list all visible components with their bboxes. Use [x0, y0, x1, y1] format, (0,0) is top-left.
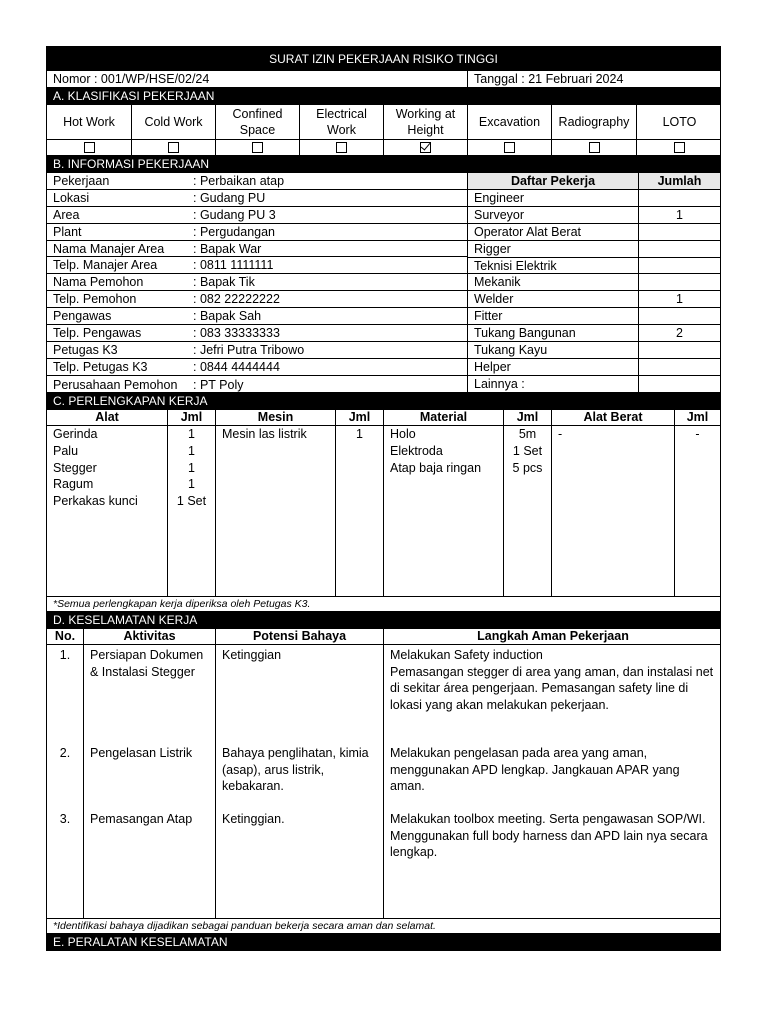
equipment-column — [335, 426, 383, 596]
safety-column — [83, 645, 215, 918]
worker-row — [468, 207, 720, 224]
info-value: : PT Poly — [193, 377, 244, 392]
worker-row — [468, 258, 720, 275]
info-row — [47, 207, 467, 224]
activity-text: Pemasangan Atap — [90, 812, 193, 826]
permit-document — [46, 46, 721, 951]
step-number: 3. — [59, 812, 71, 826]
info-label: Telp. Manajer Area — [53, 258, 158, 273]
workers-header: Daftar Pekerja — [510, 174, 596, 188]
work-type-label: Hot Work — [63, 115, 115, 129]
worker-list — [467, 173, 720, 392]
info-label: Pengawas — [53, 309, 112, 324]
info-label: Lokasi — [53, 190, 90, 205]
job-info-list — [47, 173, 467, 392]
worker-role: Engineer — [474, 191, 525, 205]
equipment-column — [47, 426, 167, 596]
tool-name: Gerinda — [53, 427, 98, 441]
section-c-header: C. PERLENGKAPAN KERJA — [46, 393, 721, 410]
material-qty: 1 Set — [512, 443, 543, 458]
equipment-column-header: Jml — [503, 410, 551, 425]
hazard-text: Ketinggian — [222, 648, 282, 662]
info-row — [47, 224, 467, 241]
work-type-label: Working at Height — [383, 105, 467, 139]
safety-column-header: Langkah Aman Pekerjaan — [383, 629, 722, 644]
tool-qty: 1 Set — [176, 494, 207, 509]
worker-row — [468, 291, 720, 308]
worker-count — [638, 274, 720, 290]
worker-role: Mekanik — [474, 275, 521, 290]
material-name: Elektroda — [390, 443, 443, 458]
equipment-note: *Semua perlengkapan kerja diperiksa oleh Petugas K3. — [46, 597, 721, 612]
tool-qty: 1 — [188, 427, 195, 441]
section-d-header: D. KESELAMATAN KERJA — [46, 612, 721, 629]
info-value: : 082 22222222 — [193, 292, 280, 307]
worker-role: Welder — [474, 292, 514, 307]
safety-column-header: Aktivitas — [83, 629, 215, 644]
worker-row — [468, 241, 720, 258]
tool-name: Ragum — [53, 477, 94, 492]
checkbox-icon[interactable] — [674, 142, 685, 153]
tool-name: Perkakas kunci — [53, 494, 138, 509]
section-b-header: B. INFORMASI PEKERJAAN — [46, 156, 721, 173]
info-row — [47, 190, 467, 207]
info-row — [47, 325, 467, 342]
safety-column-header: No. — [54, 629, 76, 643]
work-type-label: Cold Work — [131, 105, 215, 139]
equipment-column-header: Alat — [95, 410, 119, 424]
info-value: : 0811 1111111 — [193, 258, 274, 273]
document-title: SURAT IZIN PEKERJAAN RISIKO TINGGI — [46, 46, 721, 71]
info-row — [47, 274, 467, 291]
safety-note: *Identifikasi bahaya dijadikan sebagai panduan bekerja secara aman dan selamat. — [46, 919, 721, 934]
work-type-label: Electrical Work — [299, 105, 383, 139]
work-type-checkboxes — [46, 140, 721, 156]
checkbox-icon[interactable] — [504, 142, 515, 153]
equipment-column-header: Jml — [674, 410, 720, 425]
worker-role: Operator Alat Berat — [474, 224, 582, 239]
worker-row — [468, 359, 720, 376]
worker-count — [638, 258, 720, 274]
checkbox-icon[interactable] — [420, 142, 431, 153]
info-row — [47, 376, 467, 392]
info-value: : Gudang PU 3 — [193, 207, 276, 222]
equipment-column-header: Jml — [335, 410, 383, 425]
work-type-label: LOTO — [636, 105, 722, 139]
worker-role: Helper — [474, 359, 511, 374]
work-type-cell — [47, 140, 131, 155]
work-type-cell — [299, 140, 383, 155]
worker-row — [468, 224, 720, 241]
safety-column-header: Potensi Bahaya — [215, 629, 383, 644]
info-label: Nama Manajer Area — [53, 241, 165, 256]
permit-meta-row — [46, 71, 721, 88]
work-type-cell — [551, 140, 636, 155]
checkbox-icon[interactable] — [589, 142, 600, 153]
job-info-table — [46, 173, 721, 393]
equipment-column-header: Mesin — [215, 410, 335, 425]
safety-column — [215, 645, 383, 918]
permit-date: Tanggal : 21 Februari 2024 — [467, 71, 720, 87]
info-value: : Gudang PU — [193, 190, 266, 205]
worker-count — [638, 376, 720, 392]
safe-steps-text: Melakukan Safety induction Pemasangan stegger di area yang aman, dan instalasi net di sekitar área pengerjaan. Pemasangan safety line di lokasi yang akan melakukan pekerjaan. — [390, 648, 714, 712]
material-name: Atap baja ringan — [390, 460, 482, 475]
equipment-header-row — [46, 410, 721, 426]
worker-role: Lainnya : — [474, 376, 525, 391]
info-label: Telp. Petugas K3 — [53, 359, 148, 374]
worker-row — [468, 342, 720, 359]
activity-text: Pengelasan Listrik — [90, 746, 193, 760]
permit-number: Nomor : 001/WP/HSE/02/24 — [53, 72, 210, 86]
info-value: : Bapak Sah — [193, 309, 262, 324]
info-row — [47, 359, 467, 376]
work-type-cell — [636, 140, 722, 155]
work-type-label: Radiography — [551, 105, 636, 139]
heavy-equipment-qty: - — [695, 427, 700, 441]
hazard-text: Bahaya penglihatan, kimia (asap), arus listrik, kebakaran. — [222, 746, 369, 793]
tool-name: Palu — [53, 443, 79, 458]
worker-count: 2 — [638, 325, 720, 341]
safety-column — [383, 645, 722, 918]
worker-row — [468, 274, 720, 291]
info-label: Perusahaan Pemohon — [53, 377, 178, 392]
equipment-column — [551, 426, 674, 596]
worker-row — [468, 376, 720, 392]
checkbox-icon[interactable] — [168, 142, 179, 153]
worker-row — [468, 308, 720, 325]
checkbox-icon[interactable] — [84, 142, 95, 153]
worker-count: 1 — [638, 291, 720, 307]
worker-count — [638, 342, 720, 358]
work-type-label: Confined Space — [215, 105, 299, 139]
worker-role: Rigger — [474, 241, 511, 256]
work-type-cell — [383, 140, 467, 155]
tool-qty: 1 — [188, 460, 195, 475]
count-header: Jumlah — [638, 173, 720, 189]
work-type-labels — [46, 105, 721, 140]
work-type-cell — [131, 140, 215, 155]
info-value: : 083 33333333 — [193, 326, 280, 341]
info-value: : Bapak Tik — [193, 275, 255, 290]
step-number: 2. — [59, 746, 71, 760]
safety-header-row — [46, 629, 721, 645]
info-row — [47, 173, 467, 190]
worker-role: Tukang Bangunan — [474, 326, 576, 341]
equipment-column-header: Jml — [167, 410, 215, 425]
safe-steps-text: Melakukan pengelasan pada area yang aman, menggunakan APD lengkap. Jangkauan APAR yang aman. — [390, 746, 680, 793]
info-label: Pekerjaan — [53, 174, 110, 188]
worker-count — [638, 224, 720, 240]
worker-role: Fitter — [474, 309, 503, 324]
step-number: 1. — [59, 648, 71, 662]
work-type-cell — [467, 140, 551, 155]
info-value: : Bapak War — [193, 241, 262, 256]
material-name: Holo — [390, 427, 416, 441]
info-label: Plant — [53, 224, 82, 239]
heavy-equipment-name: - — [558, 427, 563, 441]
worker-row — [468, 325, 720, 342]
info-row — [47, 291, 467, 308]
equipment-table-body — [46, 426, 721, 597]
equipment-column-header: Alat Berat — [551, 410, 674, 425]
section-e-header: E. PERALATAN KESELAMATAN — [46, 934, 721, 951]
activity-text: Persiapan Dokumen & Instalasi Stegger — [90, 648, 204, 679]
info-value: : Pergudangan — [193, 224, 276, 239]
worker-count — [638, 190, 720, 206]
equipment-column — [383, 426, 503, 596]
worker-role: Surveyor — [474, 207, 525, 222]
tool-name: Stegger — [53, 460, 97, 475]
machine-qty: 1 — [356, 427, 363, 441]
material-qty: 5 pcs — [512, 460, 543, 475]
info-value: : Perbaikan atap — [193, 174, 285, 188]
section-a-header: A. KLASIFIKASI PEKERJAAN — [46, 88, 721, 105]
worker-role: Tukang Kayu — [474, 343, 548, 358]
safety-column — [47, 645, 83, 918]
info-label: Area — [53, 207, 80, 222]
info-row — [47, 257, 467, 274]
tool-qty: 1 — [188, 477, 195, 492]
info-label: Nama Pemohon — [53, 275, 144, 290]
hazard-text: Ketinggian. — [222, 812, 285, 826]
info-value: : Jefri Putra Tribowo — [193, 342, 305, 357]
worker-count: 1 — [638, 207, 720, 223]
safety-table-body — [46, 645, 721, 919]
worker-role: Teknisi Elektrik — [474, 258, 557, 273]
machine-name: Mesin las listrik — [222, 427, 307, 441]
info-label: Petugas K3 — [53, 342, 118, 357]
info-value: : 0844 4444444 — [193, 359, 280, 374]
equipment-column-header: Material — [383, 410, 503, 425]
worker-count — [638, 308, 720, 324]
checkbox-icon[interactable] — [252, 142, 263, 153]
worker-count — [638, 241, 720, 257]
equipment-column — [215, 426, 335, 596]
info-label: Telp. Pengawas — [53, 326, 142, 341]
safe-steps-text: Melakukan toolbox meeting. Serta pengawasan SOP/WI. Menggunakan full body harness dan APD lain nya secara lengkap. — [390, 812, 708, 859]
tool-qty: 1 — [188, 443, 195, 458]
equipment-column — [503, 426, 551, 596]
work-type-label: Excavation — [467, 105, 551, 139]
material-qty: 5m — [518, 427, 537, 441]
info-row — [47, 241, 467, 258]
checkbox-icon[interactable] — [336, 142, 347, 153]
info-row — [47, 308, 467, 325]
worker-row — [468, 190, 720, 207]
info-label: Telp. Pemohon — [53, 292, 137, 307]
info-row — [47, 342, 467, 359]
work-type-cell — [215, 140, 299, 155]
equipment-column — [167, 426, 215, 596]
equipment-column — [674, 426, 720, 596]
worker-count — [638, 359, 720, 375]
